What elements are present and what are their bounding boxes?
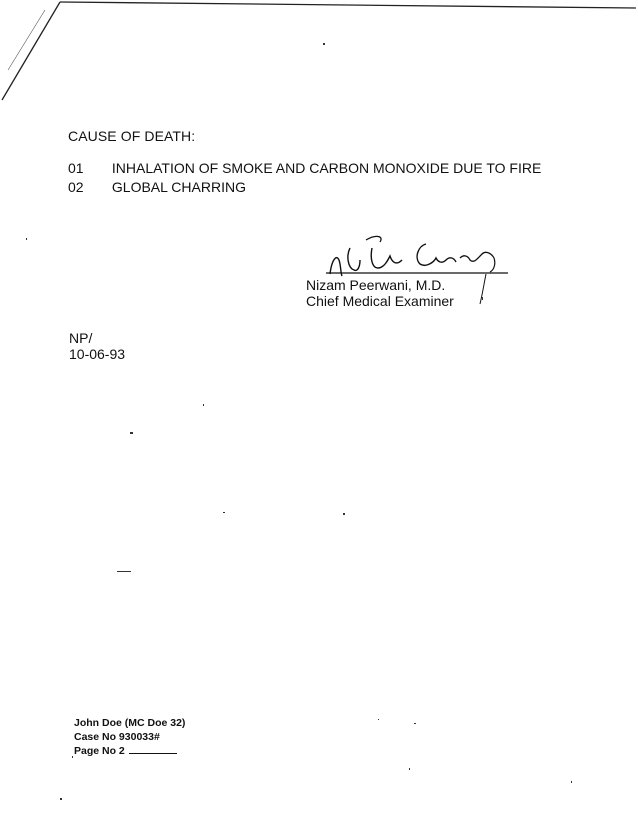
footer-case-number: Case No 930033# — [74, 731, 160, 743]
signatory-name: Nizam Peerwani, M.D. — [306, 277, 446, 293]
cause-item — [68, 179, 246, 195]
scan-speck — [343, 513, 345, 515]
page-number-text: Page No 2 — [74, 745, 125, 757]
scan-speck — [223, 512, 225, 513]
scan-speck — [409, 768, 410, 770]
scan-speck — [72, 756, 73, 758]
scan-speck — [323, 43, 325, 45]
document-date: 10-06-93 — [69, 346, 126, 362]
scan-speck — [60, 798, 62, 800]
scan-speck — [117, 571, 131, 572]
cause-item — [68, 160, 541, 176]
scan-speck — [130, 432, 133, 434]
scan-speck — [571, 781, 572, 783]
footer-case-name: John Doe (MC Doe 32) — [74, 717, 186, 729]
footer-page-number — [74, 745, 177, 757]
cause-text: INHALATION OF SMOKE AND CARBON MONOXIDE DUE TO FIRE — [111, 160, 542, 176]
scan-speck — [482, 297, 483, 300]
blank-underline — [129, 745, 177, 754]
typist-initials: NP/ — [69, 330, 93, 346]
scan-border — [0, 0, 638, 110]
signatory-title: Chief Medical Examiner — [306, 293, 454, 309]
cause-number: 01 — [68, 160, 84, 176]
cause-text: GLOBAL CHARRING — [111, 179, 246, 195]
scan-speck — [203, 404, 204, 406]
cause-of-death-heading: CAUSE OF DEATH: — [68, 128, 196, 144]
cause-number: 02 — [68, 179, 84, 195]
scan-speck — [414, 723, 416, 724]
scan-speck — [378, 719, 379, 720]
scan-speck — [26, 238, 27, 240]
